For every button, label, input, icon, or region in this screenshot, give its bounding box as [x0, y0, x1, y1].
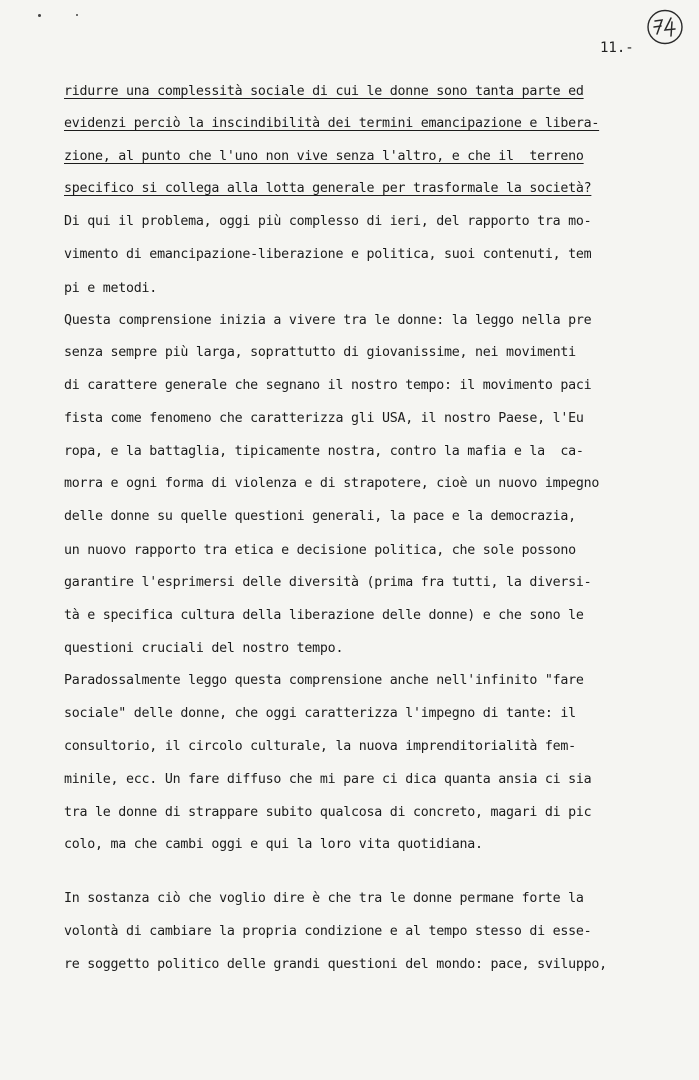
text-line: di carattere generale che segnano il nostro tempo: il movimento paci	[64, 378, 592, 393]
paper-speck	[76, 14, 78, 16]
text-line: specifico si collega alla lotta generale per trasformale la società?	[64, 181, 592, 196]
text-line: fista come fenomeno che caratterizza gli USA, il nostro Paese, l'Eu	[64, 411, 584, 426]
text-line: colo, ma che cambi oggi e qui la loro vita quotidiana.	[64, 837, 483, 852]
text-line: garantire l'esprimersi delle diversità (prima fra tutti, la diversi-	[64, 575, 592, 590]
text-line: Questa comprensione inizia a vivere tra le donne: la leggo nella pre	[64, 313, 592, 328]
text-line: consultorio, il circolo culturale, la nuova imprenditorialità fem-	[64, 739, 576, 754]
text-line: zione, al punto che l'uno non vive senza l'altro, e che il terreno	[64, 149, 584, 164]
text-line: Paradossalmente leggo questa comprensione anche nell'infinito "fare	[64, 673, 584, 688]
text-line: vimento di emancipazione-liberazione e politica, suoi contenuti, tem	[64, 247, 592, 262]
text-line: tra le donne di strappare subito qualcosa di concreto, magari di pic	[64, 805, 592, 820]
page-number: 11.-	[600, 40, 634, 56]
text-line: Di qui il problema, oggi più complesso di ieri, del rapporto tra mo-	[64, 214, 592, 229]
text-line: minile, ecc. Un fare diffuso che mi pare ci dica quanta ansia ci sia	[64, 772, 592, 787]
text-line: un nuovo rapporto tra etica e decisione politica, che sole possono	[64, 543, 576, 558]
text-line: delle donne su quelle questioni generali, la pace e la democrazia,	[64, 509, 576, 524]
text-line: pi e metodi.	[64, 281, 158, 296]
text-line: tà e specifica cultura della liberazione delle donne) e che sono le	[64, 608, 584, 623]
text-line: senza sempre più larga, soprattutto di giovanissime, nei movimenti	[64, 345, 576, 360]
text-line: questioni cruciali del nostro tempo.	[64, 641, 344, 656]
text-line: ridurre una complessità sociale di cui le donne sono tanta parte ed	[64, 84, 584, 99]
text-line: morra e ogni forma di violenza e di strapotere, cioè un nuovo impegno	[64, 476, 600, 491]
text-line: volontà di cambiare la propria condizione e al tempo stesso di esse-	[64, 924, 592, 939]
text-line: evidenzi perciò la inscindibilità dei termini emancipazione e libera-	[64, 116, 600, 131]
text-line: re soggetto politico delle grandi questioni del mondo: pace, sviluppo,	[64, 957, 607, 972]
paper-speck	[38, 14, 41, 17]
text-line: In sostanza ciò che voglio dire è che tra le donne permane forte la	[64, 891, 584, 906]
handwritten-folio-mark	[646, 8, 684, 46]
text-line: ropa, e la battaglia, tipicamente nostra, contro la mafia e la ca-	[64, 444, 584, 459]
text-line: sociale" delle donne, che oggi caratterizza l'impegno di tante: il	[64, 706, 576, 721]
